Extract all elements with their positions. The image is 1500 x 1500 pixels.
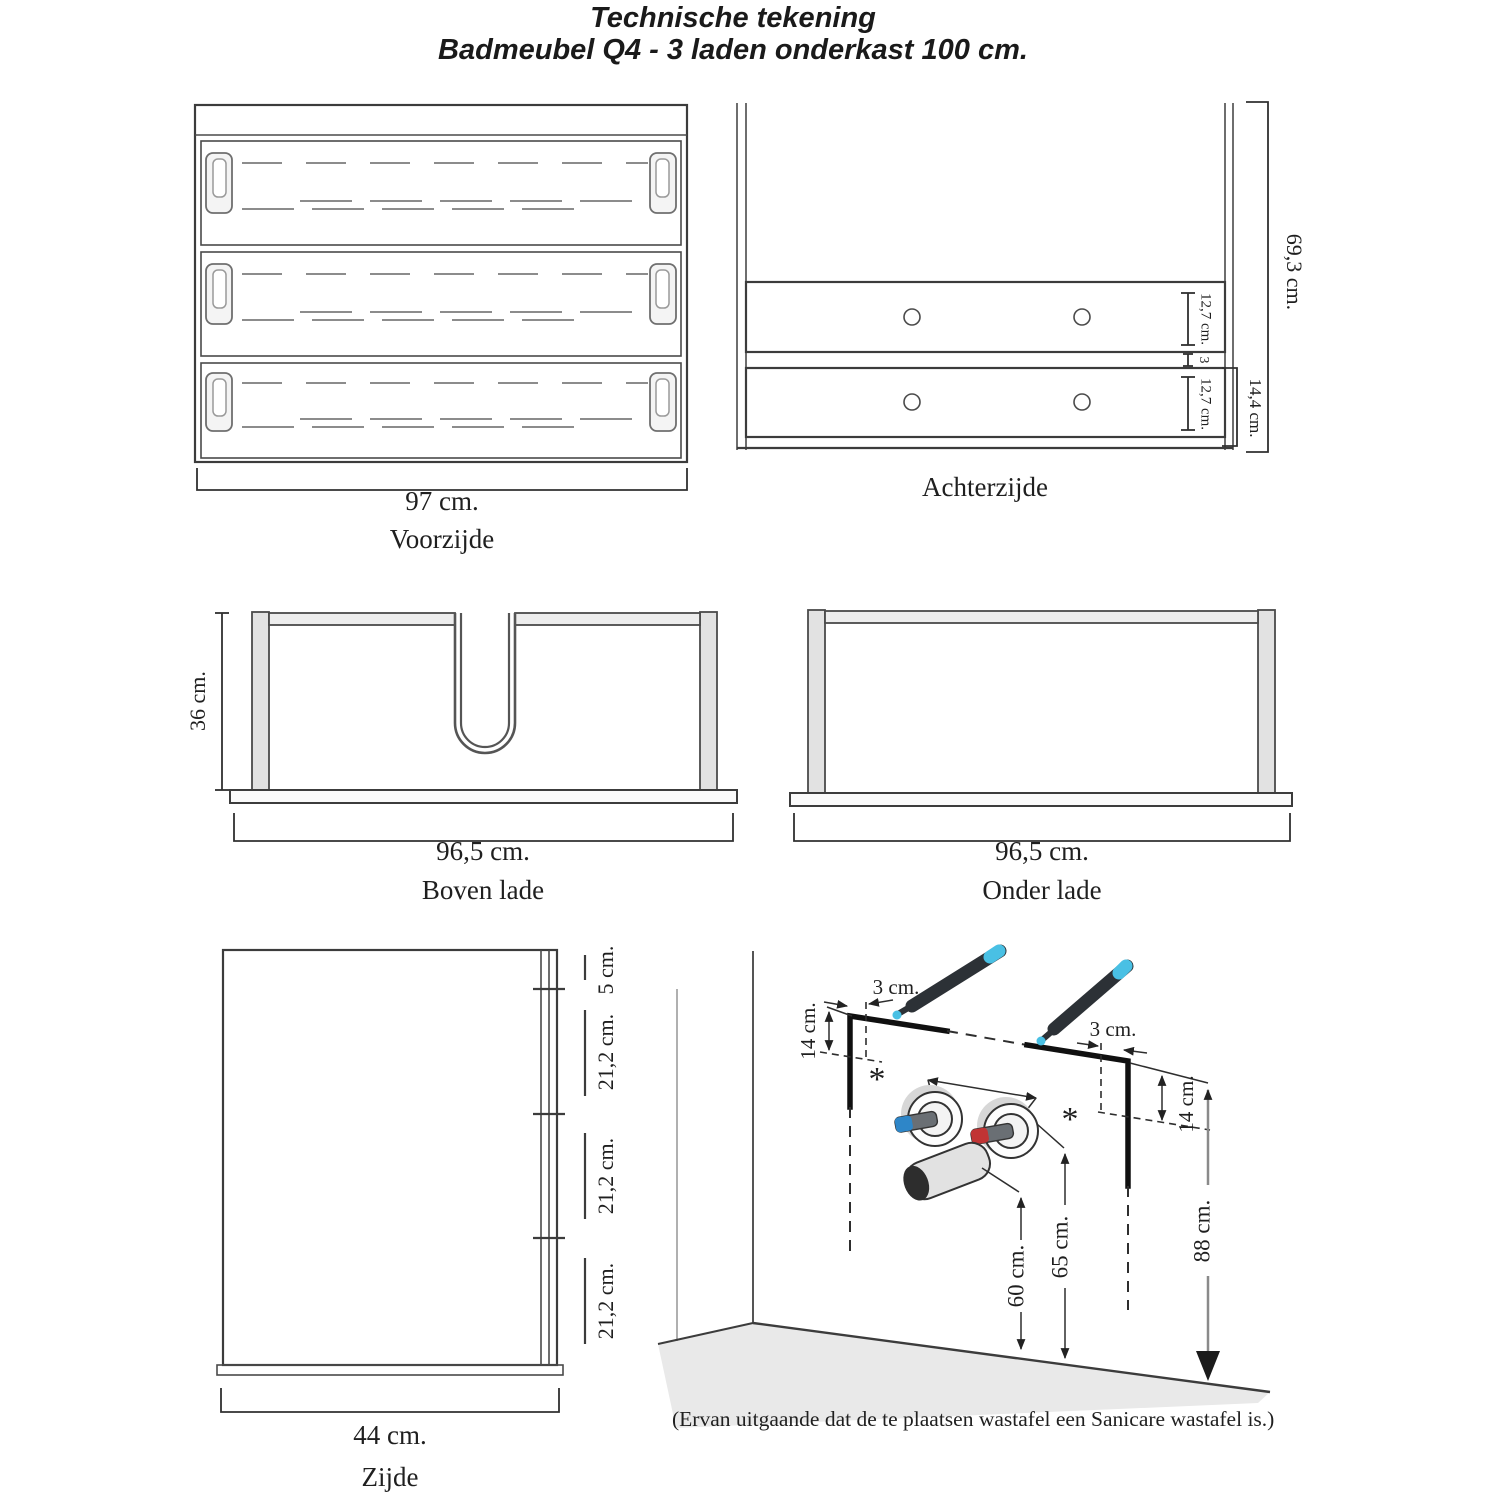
dim-depth-left-label: 14 cm. xyxy=(795,1002,820,1060)
dim-valve-height-label: 65 cm. xyxy=(1047,1215,1073,1279)
back-panel-bottom xyxy=(746,368,1225,437)
dim-drain-height-label: 60 cm. xyxy=(1003,1244,1029,1308)
side-segment-top-label: 5 cm. xyxy=(593,945,619,995)
back-hole xyxy=(1074,394,1090,410)
dim-bracket-height xyxy=(1189,1090,1220,1381)
side-view-label: Zijde xyxy=(361,1462,419,1492)
title-line-2: Badmeubel Q4 - 3 laden onderkast 100 cm. xyxy=(438,34,1028,67)
title-line-1: Technische tekening xyxy=(590,2,876,34)
dim-offset-right xyxy=(1077,1017,1147,1053)
dim-offset-left-label: 3 cm. xyxy=(872,975,920,999)
front-view-label: Voorzijde xyxy=(389,524,495,554)
figure-back-view xyxy=(737,102,1307,502)
bottom-drawer-width-label: 96,5 cm. xyxy=(995,836,1089,866)
figure-bottom-drawer xyxy=(790,610,1292,905)
side-segment-3-label: 21,2 cm. xyxy=(593,1262,619,1340)
asterisk-left: * xyxy=(868,1061,886,1098)
back-dim-plinth-label: 14,4 cm. xyxy=(1246,378,1266,438)
figure-installation xyxy=(658,951,1274,1431)
side-dim-segments xyxy=(585,946,618,1344)
bracket-marking-right xyxy=(1027,1043,1128,1310)
back-dim-gap-label: 3 xyxy=(1196,356,1212,364)
back-dim-gap xyxy=(1183,354,1212,366)
top-drawer-width-label: 96,5 cm. xyxy=(436,836,530,866)
drain-pipe-icon xyxy=(898,1138,995,1205)
side-segment-1-label: 21,2 cm. xyxy=(593,1013,619,1091)
back-dim-plinth xyxy=(1222,368,1265,446)
back-dim-height-label: 69,3 cm. xyxy=(1281,233,1307,311)
bottom-drawer-label: Onder lade xyxy=(982,875,1102,905)
back-view-label: Achterzijde xyxy=(922,472,1048,502)
installation-caption: (Ervan uitgaande dat de te plaatsen wastafel een Sanicare wastafel is.) xyxy=(672,1407,1275,1431)
figure-front-view xyxy=(195,105,687,554)
back-hole xyxy=(1074,309,1090,325)
dim-offset-right-label: 3 cm. xyxy=(1089,1017,1137,1041)
asterisk-right: * xyxy=(1061,1101,1079,1138)
back-dim-top-drawer xyxy=(1181,293,1214,345)
dim-valve-height xyxy=(1037,1124,1072,1358)
back-dim-bottom-drawer xyxy=(1181,377,1214,430)
dim-bracket-height-label: 88 cm. xyxy=(1189,1199,1215,1263)
front-drawer-3 xyxy=(201,363,681,458)
siphon-cutout xyxy=(455,613,515,753)
cold-water-valve-icon xyxy=(894,1085,962,1146)
dim-depth-right xyxy=(1098,1063,1210,1133)
top-drawer-label: Boven lade xyxy=(421,875,545,905)
dim-depth-left xyxy=(796,1002,882,1062)
front-drawer-1 xyxy=(201,141,681,245)
dim-drain-height xyxy=(982,1168,1028,1349)
top-drawer-dim-height xyxy=(185,613,229,790)
back-panel-top xyxy=(746,282,1225,352)
dim-offset-left xyxy=(824,975,919,1006)
side-dim-width-line xyxy=(221,1388,559,1412)
back-dim-top-drawer-label: 12,7 cm. xyxy=(1197,292,1214,346)
back-hole xyxy=(904,394,920,410)
figure-top-drawer xyxy=(185,612,737,905)
top-drawer-height-label: 36 cm. xyxy=(185,671,211,731)
side-width-label: 44 cm. xyxy=(353,1420,427,1450)
back-hole xyxy=(904,309,920,325)
figure-side-view xyxy=(217,946,618,1492)
dim-depth-right-label: 14 cm. xyxy=(1173,1075,1198,1133)
front-drawer-2 xyxy=(201,252,681,356)
back-dim-bottom-drawer-label: 12,7 cm. xyxy=(1197,377,1214,431)
front-width-dimension: 97 cm. xyxy=(405,486,479,516)
drawing-title xyxy=(0,2,1466,67)
side-segment-2-label: 21,2 cm. xyxy=(593,1137,619,1215)
